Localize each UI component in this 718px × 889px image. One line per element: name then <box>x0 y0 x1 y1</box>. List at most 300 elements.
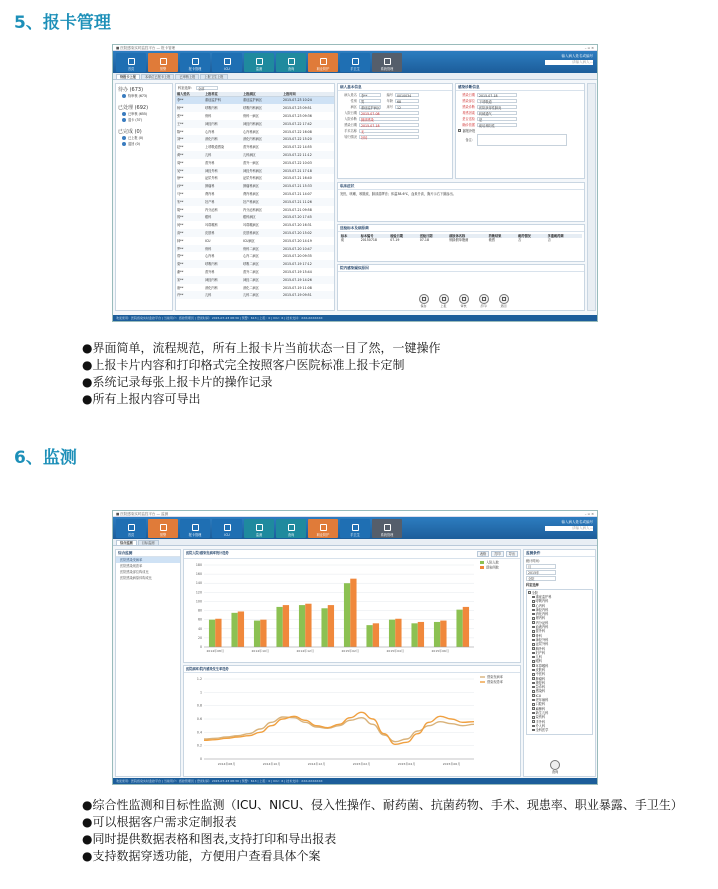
table-row[interactable] <box>176 128 334 136</box>
field-value[interactable]: 2015-07-08 <box>359 111 419 116</box>
tree-item-label: 胸外科 <box>535 646 546 651</box>
checkbox[interactable] <box>532 621 535 624</box>
table-cell: 周** <box>177 160 184 165</box>
bar <box>215 619 221 647</box>
toolbar-button[interactable] <box>244 53 274 72</box>
bullet-item: ●可以根据客户需求定制报表 <box>82 815 237 829</box>
table-cell: 郑** <box>177 254 184 259</box>
field-value[interactable]: 2015-07-18 <box>359 123 419 128</box>
lab-header-cell: 病原体名称 <box>449 234 466 238</box>
table-row[interactable] <box>176 198 334 206</box>
y-tick-label: 0 <box>199 757 202 761</box>
checkbox[interactable] <box>532 647 535 650</box>
chart-button[interactable]: 表格 <box>477 551 489 557</box>
field-value[interactable]: 痰培养阳性 <box>477 123 517 128</box>
table-row[interactable] <box>176 104 334 112</box>
action-button[interactable] <box>436 294 451 308</box>
table-row[interactable] <box>176 237 334 245</box>
hand-icon <box>352 58 359 65</box>
table-row[interactable] <box>176 268 334 276</box>
table-row[interactable] <box>176 167 334 175</box>
bar <box>260 620 266 647</box>
checkbox[interactable] <box>532 664 535 667</box>
action-icon <box>419 294 429 304</box>
toolbar-button-label: 查询 <box>287 66 295 71</box>
checkbox[interactable] <box>532 703 535 706</box>
monitor-left-nav <box>115 549 181 777</box>
bar <box>321 608 327 647</box>
tab-1[interactable]: 本单位已报卡上报 <box>141 74 175 79</box>
checkbox[interactable] <box>532 613 535 616</box>
status-bar: 欢迎使用：医院感染实时监控平台 | 当前用户：感控管理员 | 登录时间：2015-07-23 08:30 | 预警：613 | 上报：0 | ICU：6 | 技术支持：XXX-XXXXXXX <box>113 315 597 321</box>
action-button[interactable] <box>456 294 471 308</box>
window-title: ■ 医院感染实时监控平台 — 报卡管理 <box>116 46 176 50</box>
checkbox[interactable] <box>532 604 535 607</box>
toolbar-button[interactable] <box>148 53 178 72</box>
table-cell: 妇产科病区 <box>243 199 259 204</box>
lab-cell: 20150718 <box>360 238 377 242</box>
tree-title: 科室选择 <box>526 582 539 587</box>
y-tick-label: 0.8 <box>196 703 202 708</box>
table-row[interactable] <box>176 260 334 268</box>
table-cell: 神经内科 <box>205 121 218 126</box>
table-cell: 儿科二病区 <box>243 293 259 298</box>
tree-item-label: 心内科 <box>535 603 546 608</box>
nav-item-label: 已上报 (0) <box>128 136 144 140</box>
table-row[interactable] <box>176 143 334 151</box>
search-icon <box>288 524 295 531</box>
checkbox[interactable] <box>532 720 535 723</box>
checkbox[interactable] <box>532 716 535 719</box>
lab-header-cell: 标本编号 <box>360 234 374 238</box>
checkbox[interactable] <box>532 699 535 702</box>
toolbar-button[interactable] <box>180 53 210 72</box>
checkbox[interactable] <box>532 682 535 685</box>
clinical-title: 临床症状 <box>338 183 584 190</box>
table-cell: 胡** <box>177 207 184 212</box>
field-label: 感染日期 <box>462 92 475 97</box>
action-button[interactable] <box>416 294 431 308</box>
basic-field-row <box>340 93 450 98</box>
x-tick-label: 2014年08月 <box>217 762 236 766</box>
action-icon <box>459 294 469 304</box>
table-cell: 2015-07-23 09:36 <box>283 113 312 118</box>
tree-item-label: 内分泌科 <box>535 620 549 625</box>
field-value[interactable]: 机械通气 <box>477 111 517 116</box>
checkbox[interactable] <box>532 630 535 633</box>
nav-group-title[interactable]: 已完成 (0) <box>118 129 142 135</box>
bar <box>418 622 424 647</box>
tab-3[interactable]: 上报卫生上报 <box>200 74 227 79</box>
table-cell: 普外科 <box>205 160 215 165</box>
table-cell: 梁** <box>177 262 184 267</box>
field-label: 易感因素 <box>462 110 475 115</box>
field-label: 入院诊断 <box>344 116 357 121</box>
y-tick-label: 0.2 <box>196 743 202 748</box>
checkbox[interactable] <box>528 591 531 594</box>
table-row[interactable] <box>176 221 334 229</box>
section6-bullets <box>82 797 683 865</box>
table-cell: 2015-07-21 11:26 <box>283 199 312 204</box>
toolbar-button[interactable] <box>276 53 306 72</box>
y-tick-label: 0.4 <box>196 730 202 735</box>
missed-report-checkbox[interactable] <box>458 129 582 133</box>
table-row[interactable] <box>176 276 334 284</box>
list-filter-select[interactable]: 全部 <box>196 86 218 91</box>
table-row[interactable] <box>176 112 334 120</box>
dept-tree <box>526 589 593 735</box>
nav-item[interactable] <box>122 142 170 146</box>
table-cell: 心内科 <box>205 254 215 259</box>
lab-header-cell: 标本 <box>341 234 348 238</box>
table-row[interactable] <box>176 213 334 221</box>
table-cell: 2015-07-19 09:51 <box>283 293 312 298</box>
checkbox[interactable] <box>532 673 535 676</box>
table-cell: 儿科 <box>205 152 212 157</box>
checkbox[interactable] <box>532 690 535 693</box>
table-cell: 皮肤科 <box>205 230 215 235</box>
field-value[interactable]: 下呼吸道 <box>477 99 517 104</box>
checkbox[interactable] <box>532 634 535 637</box>
action-button[interactable] <box>476 294 491 308</box>
checkbox[interactable] <box>532 617 535 620</box>
toolbar-button[interactable] <box>308 53 338 72</box>
toolbar-button-label: 手卫生 <box>350 66 360 71</box>
lab-row[interactable] <box>340 238 582 242</box>
field-value[interactable]: 无 <box>359 129 419 134</box>
checkbox-label: 漏报补报 <box>462 128 476 133</box>
gear-icon <box>384 58 391 65</box>
query-button[interactable] <box>550 760 560 774</box>
bar <box>254 621 260 647</box>
patient-search-input[interactable]: 请输入病人... <box>545 60 593 65</box>
lab-header-cell: 多重耐药菌 <box>547 234 564 238</box>
x-tick-label: 2014年08月 <box>206 649 224 653</box>
table-cell: 重症监护病区 <box>243 98 263 103</box>
vertical-scrollbar[interactable] <box>587 83 596 311</box>
table-cell: 肾内科病区 <box>243 191 259 196</box>
monitor-nav-item[interactable]: 医院感染病原体构成比 <box>120 576 152 580</box>
report-card-screenshot <box>112 44 598 322</box>
list-filter <box>178 86 332 91</box>
lab-cell: 否 <box>518 238 522 242</box>
checkbox[interactable] <box>532 694 535 697</box>
home-icon <box>128 524 135 531</box>
table-cell: 重症监护科 <box>205 98 221 103</box>
y-tick-label: 1 <box>199 690 202 695</box>
table-cell: 孙** <box>177 184 184 189</box>
checkbox[interactable] <box>532 652 535 655</box>
table-cell: 2015-07-22 17:42 <box>283 121 312 126</box>
action-label: 审核 <box>460 304 467 308</box>
table-cell: 2015-07-22 15:20 <box>283 137 312 142</box>
table-cell: 皮肤科病区 <box>243 230 259 235</box>
x-tick-label: 2015年02月 <box>352 762 371 766</box>
toolbar-button[interactable] <box>212 53 242 72</box>
table-cell: 何** <box>177 223 184 228</box>
table-cell: 马** <box>177 191 184 196</box>
list-header-cell[interactable]: 病人姓名 <box>177 91 190 96</box>
bullet-item: ●综合性监测和目标性监测（ICU、NICU、侵入性操作、耐药菌、抗菌药物、手术、现患率、职业暴露、手卫生） <box>82 798 683 812</box>
table-cell: 神经二病区 <box>243 277 259 282</box>
lab-cell: 敏感 <box>488 238 495 242</box>
field-label: 是否送检 <box>462 116 475 121</box>
field-label: 病人姓名 <box>344 92 357 97</box>
field-value[interactable]: 是 <box>477 117 517 122</box>
checkbox[interactable] <box>532 643 535 646</box>
toolbar-button[interactable] <box>372 519 402 538</box>
table-row[interactable] <box>176 229 334 237</box>
checkbox[interactable] <box>532 596 535 599</box>
scope-select[interactable]: 全院 <box>526 576 556 581</box>
monitor-nav-item[interactable]: 医院感染部位构成比 <box>120 570 149 574</box>
toolbar-button[interactable] <box>276 519 306 538</box>
checkbox[interactable] <box>532 626 535 629</box>
table-cell: 骨科 <box>205 246 212 251</box>
nav-group-title[interactable]: 待办 (673) <box>118 87 144 93</box>
tree-item-label: 手外科 <box>535 719 546 724</box>
table-row[interactable] <box>176 252 334 260</box>
bar <box>411 623 417 647</box>
table-cell: 消化内科 <box>205 285 218 290</box>
user-line: 输入病人姓名或编号 <box>561 520 593 524</box>
chart1-title: 医院入院/感染发病率统计趋势 <box>186 551 229 555</box>
basic-info-panel <box>337 83 453 179</box>
table-cell: 2015-07-22 16:08 <box>283 129 312 134</box>
lab-cell: 07-19 <box>390 238 400 242</box>
table-cell: 儿科病区 <box>243 152 256 157</box>
field-value[interactable]: 68 <box>395 99 419 104</box>
warning-icon <box>160 524 167 531</box>
toolbar-button[interactable] <box>212 519 242 538</box>
table-cell: 骨科 <box>205 113 212 118</box>
y-tick-label: 80 <box>197 608 202 613</box>
search-icon <box>288 58 295 65</box>
tab-0[interactable]: 综合监测 <box>116 540 137 545</box>
toolbar-button[interactable] <box>340 53 370 72</box>
tab-1[interactable]: 目标监测 <box>138 540 159 545</box>
field-label: 入院日期 <box>344 110 357 115</box>
right-filter-3 <box>526 570 593 575</box>
x-tick-label: 2014年10月 <box>251 649 269 653</box>
table-cell: 宋** <box>177 277 184 282</box>
list-header-cell[interactable]: 上报科室 <box>205 91 218 96</box>
table-cell: 泌尿外科 <box>205 176 218 181</box>
tree-item-label: 皮肤科 <box>535 667 546 672</box>
chart-button[interactable]: 导出 <box>506 551 518 557</box>
table-cell: 2015-07-20 15:02 <box>283 230 312 235</box>
list-header-cell[interactable]: 上报病区 <box>243 91 256 96</box>
field-value[interactable]: 李** <box>359 93 381 98</box>
field-label: 床号 <box>386 104 393 109</box>
tree-item-label: 全院 <box>531 590 538 595</box>
table-cell: 2015-07-23 09:51 <box>283 106 312 111</box>
window-controls[interactable]: – ▫ × <box>584 46 594 50</box>
bar <box>299 605 305 647</box>
table-cell: 内分泌科病区 <box>243 207 263 212</box>
field-label: 病区 <box>350 104 357 109</box>
legend-label: 感染发病率 <box>487 675 503 679</box>
list-filter-label: 科室选择： <box>178 85 194 90</box>
field-label: 编号 <box>386 92 393 97</box>
checkbox[interactable] <box>532 639 535 642</box>
toolbar-button[interactable] <box>116 519 146 538</box>
monitor-nav-item[interactable]: 医院感染现患率 <box>120 564 143 568</box>
tree-item-label: 全科医学 <box>535 728 549 733</box>
field-value[interactable]: 男 <box>359 99 381 104</box>
table-row[interactable] <box>176 291 334 299</box>
toolbar-button-label: 系统管理 <box>380 66 394 71</box>
x-tick-label: 2014年12月 <box>307 762 326 766</box>
main-toolbar <box>113 517 597 539</box>
table-cell: 儿科 <box>205 293 212 298</box>
table-cell: 2015-07-20 09:35 <box>283 254 312 259</box>
table-cell: ICU病区 <box>243 238 255 243</box>
tree-item-label: 眼科 <box>535 659 542 664</box>
remark-input[interactable] <box>477 134 567 146</box>
nav-item-label: 待审核 (673) <box>128 94 148 98</box>
legend-label: 入院人数 <box>486 560 499 565</box>
tree-item-label: 感染科 <box>535 689 546 694</box>
table-cell: 肾内科 <box>205 191 215 196</box>
tab-strip <box>113 73 597 80</box>
table-cell: 高** <box>177 230 184 235</box>
clinical-text: 发热，咳嗽，咳脓痰，肺部湿啰音；体温38.6℃，血象升高，胸片示右下肺渗出。 <box>340 192 456 196</box>
table-row[interactable] <box>176 206 334 214</box>
y-tick-label: 20 <box>197 635 202 640</box>
icu-icon <box>224 58 231 65</box>
tree-item-label: 普外科 <box>535 629 546 634</box>
table-cell: 神经外科 <box>205 168 218 173</box>
diag-field-row <box>458 117 582 122</box>
monitor-icon <box>256 524 263 531</box>
table-row[interactable] <box>176 159 334 167</box>
toolbar-button[interactable] <box>372 53 402 72</box>
table-row[interactable] <box>176 120 334 128</box>
checkbox[interactable] <box>532 669 535 672</box>
table-cell: 林** <box>177 238 184 243</box>
checkbox[interactable] <box>532 729 535 732</box>
lab-cell: 07-18 <box>419 238 429 242</box>
table-cell: 肿瘤科病区 <box>243 184 259 189</box>
patient-search-input[interactable]: 请输入病人... <box>545 526 593 531</box>
field-value[interactable]: 医院获得性肺炎 <box>477 105 517 110</box>
action-label: 退回 <box>500 304 507 308</box>
checkbox[interactable] <box>532 707 535 710</box>
bullet-item: ●所有上报内容可导出 <box>82 392 201 406</box>
toolbar-button[interactable] <box>180 519 210 538</box>
lab-cell: 痰 <box>341 238 345 242</box>
field-value[interactable]: 重症监护病区 <box>361 105 381 110</box>
table-cell: 呼吸二病区 <box>243 262 259 267</box>
table-cell: 2015-07-21 09:58 <box>283 207 312 212</box>
lab-cell: 铜绿假单胞菌 <box>449 238 469 242</box>
checkbox[interactable] <box>532 660 535 663</box>
table-cell: 2015-07-20 17:45 <box>283 215 312 220</box>
toolbar-button[interactable] <box>116 53 146 72</box>
monitor-nav-item[interactable]: 医院感染发病率 <box>116 557 180 563</box>
nav-item[interactable] <box>122 136 170 140</box>
table-cell: 上呼吸道感染 <box>205 145 225 150</box>
legend-label: 感染例数 <box>486 565 499 570</box>
checkbox[interactable] <box>532 725 535 728</box>
nav-item[interactable] <box>122 112 170 116</box>
list-header-cell[interactable]: 上报时间 <box>283 91 296 96</box>
tab-2[interactable]: 已审核上报 <box>175 74 199 79</box>
left-title: 综合监测 <box>116 550 180 557</box>
tree-item-label: 重症监护科 <box>535 594 552 599</box>
tab-0[interactable]: 待报卡上报 <box>116 74 140 79</box>
table-row[interactable] <box>176 190 334 198</box>
card-icon <box>192 58 199 65</box>
card-icon <box>192 524 199 531</box>
right-title: 监测条件 <box>524 550 595 557</box>
x-tick-label: 2015年04月 <box>386 649 404 653</box>
diag-field-row <box>458 111 582 116</box>
table-cell: 杨** <box>177 106 184 111</box>
checkbox[interactable] <box>532 600 535 603</box>
table-row[interactable] <box>176 151 334 159</box>
checkbox[interactable] <box>532 609 535 612</box>
table-row[interactable] <box>176 174 334 182</box>
nav-item[interactable] <box>122 94 170 98</box>
table-row[interactable] <box>176 284 334 292</box>
toolbar-button[interactable] <box>244 519 274 538</box>
table-row[interactable] <box>176 97 334 105</box>
field-value[interactable]: 好转 <box>359 135 419 140</box>
checkbox[interactable] <box>532 686 535 689</box>
monitor-screenshot <box>112 510 598 785</box>
toolbar-button[interactable] <box>308 519 338 538</box>
period-select[interactable]: 月 <box>526 564 556 569</box>
year-select[interactable]: 2015年 <box>526 570 556 575</box>
table-cell: 消化内科病区 <box>243 137 263 142</box>
nav-group-title[interactable]: 已处理 (692) <box>118 105 149 111</box>
field-value[interactable]: 12 <box>395 105 419 110</box>
field-value[interactable]: 0010034 <box>395 93 419 98</box>
checkbox-box[interactable] <box>458 129 461 132</box>
tree-item[interactable] <box>528 728 591 732</box>
chart-button[interactable]: 打印 <box>491 551 503 557</box>
field-value[interactable]: 2015-07-18 <box>477 93 517 98</box>
bar <box>238 611 244 647</box>
action-buttons <box>416 294 511 308</box>
nav-item-icon <box>122 142 126 146</box>
action-icon <box>499 294 509 304</box>
checkbox[interactable] <box>532 712 535 715</box>
legend-swatch <box>480 566 484 569</box>
table-cell: 2015-07-20 16:31 <box>283 223 312 228</box>
toolbar-button[interactable] <box>340 519 370 538</box>
nav-item[interactable] <box>122 118 170 122</box>
table-cell: 张** <box>177 113 184 118</box>
checkbox[interactable] <box>532 656 535 659</box>
table-row[interactable] <box>176 182 334 190</box>
tab-strip <box>113 539 597 546</box>
legend-swatch <box>480 561 484 564</box>
toolbar-button[interactable] <box>148 519 178 538</box>
tree-item-label: 消化内科 <box>535 612 549 617</box>
field-value[interactable]: 肺部感染 <box>359 117 419 122</box>
review-title: 院内感染疑似原因 <box>338 265 584 272</box>
basic-field-row <box>340 111 450 116</box>
action-button[interactable] <box>496 294 511 308</box>
table-cell: 李** <box>177 98 184 103</box>
checkbox[interactable] <box>532 677 535 680</box>
table-row[interactable] <box>176 135 334 143</box>
table-row[interactable] <box>176 245 334 253</box>
window-controls[interactable]: – ▫ × <box>584 512 594 516</box>
